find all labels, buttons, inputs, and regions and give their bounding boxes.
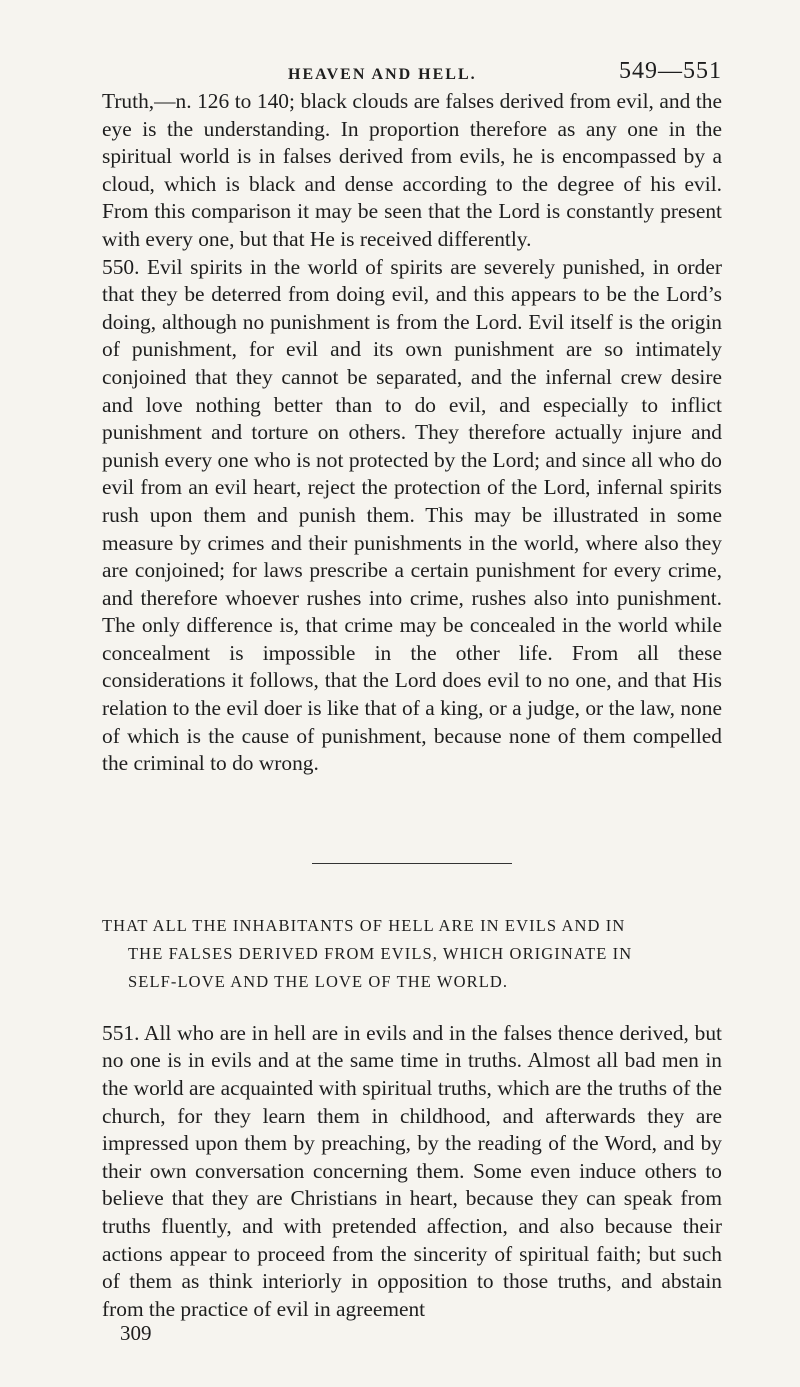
page-body (102, 88, 722, 778)
section-divider (312, 863, 512, 864)
running-title: HEAVEN AND HELL. (288, 66, 477, 83)
paragraph-551: 551. All who are in hell are in evils and in the falses thence derived, but no one is in evils and at the same time in truths. Almost all bad men in the world are acquainted with spiritual truths, which are the truths of the church, for they learn them in childhood, and afterwards they are impressed upon them by preaching, by the reading of the Word, and by their own conversation concerning them. Some even induce others to believe that they are Christians in heart, because they can speak from truths fluently, and with pretended affection, and also because their actions appear to proceed from the sincerity of spiritual faith; but such of them as think interiorly in opposition to those truths, and abstain from the practice of evil in agreement (102, 1020, 722, 1321)
section-heading-line-2: THE FALSES DERIVED FROM EVILS, WHICH ORIGINATE IN (128, 943, 633, 963)
section-heading (102, 912, 722, 996)
section-heading-line-3: SELF-LOVE AND THE LOVE OF THE WORLD. (128, 971, 509, 991)
book-page (102, 52, 722, 1346)
section-heading-line-1: THAT ALL THE INHABITANTS OF HELL ARE IN EVILS AND IN (102, 915, 626, 935)
section-body (102, 1020, 722, 1324)
running-section-range: 549—551 (619, 58, 722, 84)
paragraph-550: 550. Evil spirits in the world of spirits are severely punished, in order that they be deterred from doing evil, and this appears to be the Lord’s doing, although no punishment is from the Lord. Evil itself is the origin of punishment, for evil and its own punishment are so intimately conjoined that they cannot be separated, and the infernal crew desire and love nothing better than to do evil, and especially to inflict punishment and torture on others. They therefore actually injure and punish every one who is not protected by the Lord; and since all who do evil from an evil heart, reject the protection of the Lord, infernal spirits rush upon them and punish them. This may be illustrated in some measure by crimes and their punishments in the world, where also they are conjoined; for laws prescribe a certain punishment for every crime, and therefore whoever rushes into crime, rushes also into punishment. The only difference is, that crime may be concealed in the world while concealment is impossible in the other life. From all these considerations it follows, that the Lord does evil to no one, and that His relation to the evil doer is like that of a king, or a judge, or the law, none of which is the cause of punishment, because none of them compelled the criminal to do wrong. (102, 254, 722, 776)
paragraph-continuation: Truth,—n. 126 to 140; black clouds are falses derived from evil, and the eye is the understanding. In proportion therefore as any one in the spiritual world is in falses derived from evils, he is encompassed by a cloud, which is black and dense according to the degree of his evil. From this comparison it may be seen that the Lord is constantly present with every one, but that He is received differently. (102, 89, 722, 251)
running-head (102, 52, 722, 88)
page-number: 309 (120, 1321, 152, 1346)
